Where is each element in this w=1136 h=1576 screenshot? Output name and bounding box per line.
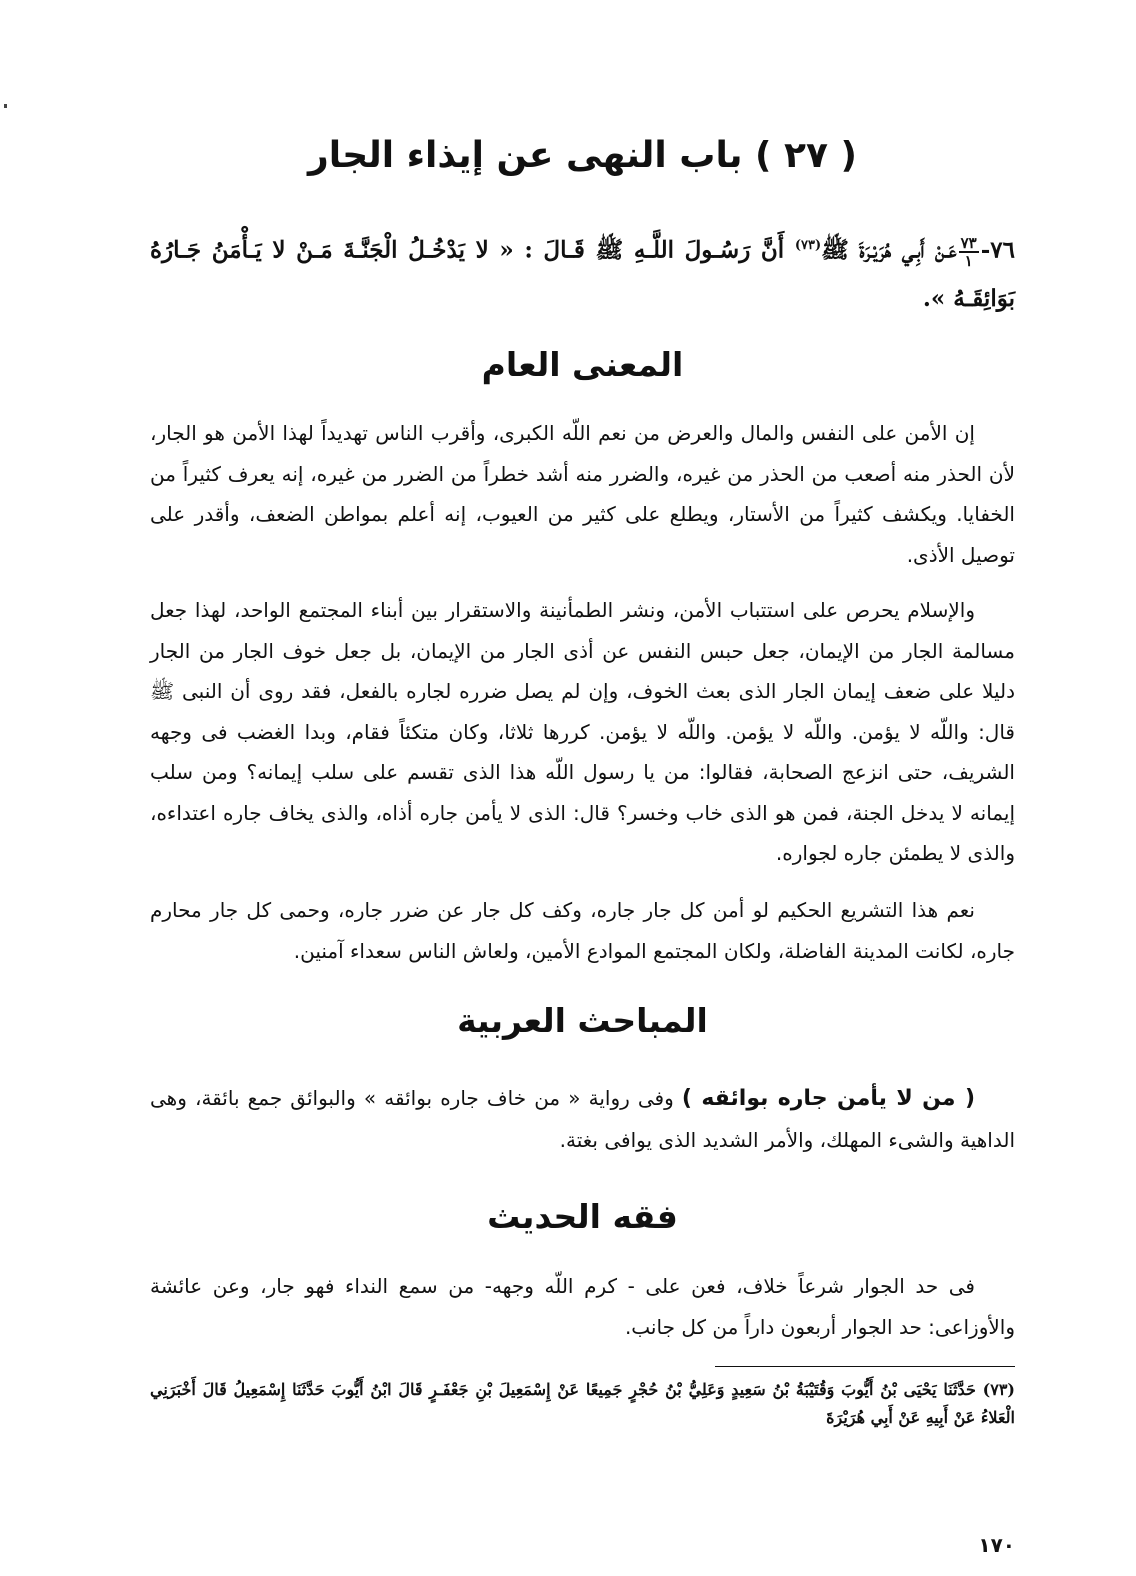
- fraction-top: ٧٣: [960, 233, 977, 252]
- paragraph-general-1: إن الأمن على النفس والمال والعرض من نعم اللّه الكبرى، وأقرب الناس تهديداً لهذا الأمن هو الجار، لأن الحذر منه أصعب من الحذر من غيره، والضرر منه أشد خطراً من الضرر من غيره، إنه يعرف كثيراً من الخفايا. ويكشف كثيراً من الأستار، ويطلع على كثير من العيوب، إنه أعلم بمواطن الضعف، وأقدر على توصيل الأذى.: [150, 421, 1015, 567]
- hadith-text: [150, 222, 1015, 323]
- document-page: [150, 0, 1015, 1576]
- footnote: (٧٣) حَدَّثَنَا يَحْيَى بْنُ أَيُّوبَ وَقُتَيْبَةُ بْنُ سَعِيدٍ وَعَلِيُّ بْنُ حُجْرٍ جَمِيعًا عَنْ إِسْمَعِيلَ بْنِ جَعْفَـرٍ قَالَ ابْنُ أَيُّوبَ حَدَّثَنَا إِسْمَعِيلُ قَالَ أَخْبَرَنِي الْعَلاءُ عَنْ أَبِيهِ عَنْ أَبِي هُرَيْرَةَ: [150, 1380, 1015, 1427]
- paragraph-general-3: نعم هذا التشريع الحكيم لو أمن كل جار جاره، وكف كل جار عن ضرر جاره، وحمى كل جار محارم جاره، لكانت المدينة الفاضلة، ولكان المجتمع الموادع الأمين، ولعاش الناس سعداء آمنين.: [150, 898, 1015, 963]
- chapter-title: ( ٢٧ ) باب النهى عن إيذاء الجار: [308, 135, 857, 176]
- paragraph-general-2: والإسلام يحرص على استتباب الأمن، ونشر الطمأنينة والاستقرار بين أبناء المجتمع الواحد، لهذا جعل مسالمة الجار من الإيمان، جعل حبس النفس عن أذى الجار من الإيمان، بل جعل خوف الجار من الجار دليلا على ضعف إيمان الجار الذى بعث الخوف، وإن لم يصل ضرره لجاره بالفعل، فقد روى أن النبى ﷺ قال: واللّه لا يؤمن. واللّه لا يؤمن. واللّه لا يؤمن. كررها ثلاثا، وكان متكئاً فقام، وبدا الغضب فى وجهه الشريف، حتى انزعج الصحابة، فقالوا: من يا رسول اللّه هذا الذى تقسم على سلب إيمانه؟ ومن سلب إيمانه لا يدخل الجنة، فمن هو الذى خاب وخسر؟ قال: الذى لا يأمن جاره أذاه، والذى يخاف جاره اعتداءه، والذى لا يطمئن جاره لجواره.: [150, 598, 1015, 865]
- heading-arabic-studies: المباحث العربية: [457, 1001, 708, 1040]
- scan-speck: [4, 104, 7, 108]
- paragraph-arabic-studies: [150, 1078, 1015, 1160]
- fraction-bottom: ١: [964, 251, 973, 270]
- hadith-narrator: عَـنْ أَبِـي هُرَيْـرَةَ ﷺ: [821, 236, 957, 264]
- hadith-number: ٧٦-: [980, 236, 1015, 264]
- bold-phrase: ( من لا يأمن جاره بوائقه ): [681, 1086, 975, 1111]
- paragraph-fiqh: فى حد الجوار شرعاً خلاف، فعن على - كرم اللّه وجهه- من سمع النداء فهو جار، وعن عائشة والأوزاعى: حد الجوار أربعون داراً من كل جانب.: [150, 1274, 1015, 1339]
- footnote-reference: (٧٣): [794, 238, 822, 253]
- footnote-divider: [715, 1366, 1015, 1367]
- hadith-body: أَنَّ رَسُـولَ اللَّـهِ ﷺ قَـالَ : « لا يَدْخُـلُ الْجَنَّـةَ مَـنْ لا يَـأْمَنُ جَـارُهُ بَوَائِقَـهُ ».: [150, 236, 1015, 312]
- hadith-fraction: [959, 235, 979, 269]
- heading-fiqh: فقه الحديث: [487, 1197, 678, 1236]
- heading-general-meaning: المعنى العام: [481, 345, 684, 384]
- page-number: ١٧٠: [978, 1533, 1015, 1557]
- arabic-studies-text: وفى رواية « من خاف جاره بوائقه » والبوائق جمع بائقة، وهى الداهية والشىء المهلك، والأمر الشديد الذى يوافى بغتة.: [150, 1086, 1015, 1152]
